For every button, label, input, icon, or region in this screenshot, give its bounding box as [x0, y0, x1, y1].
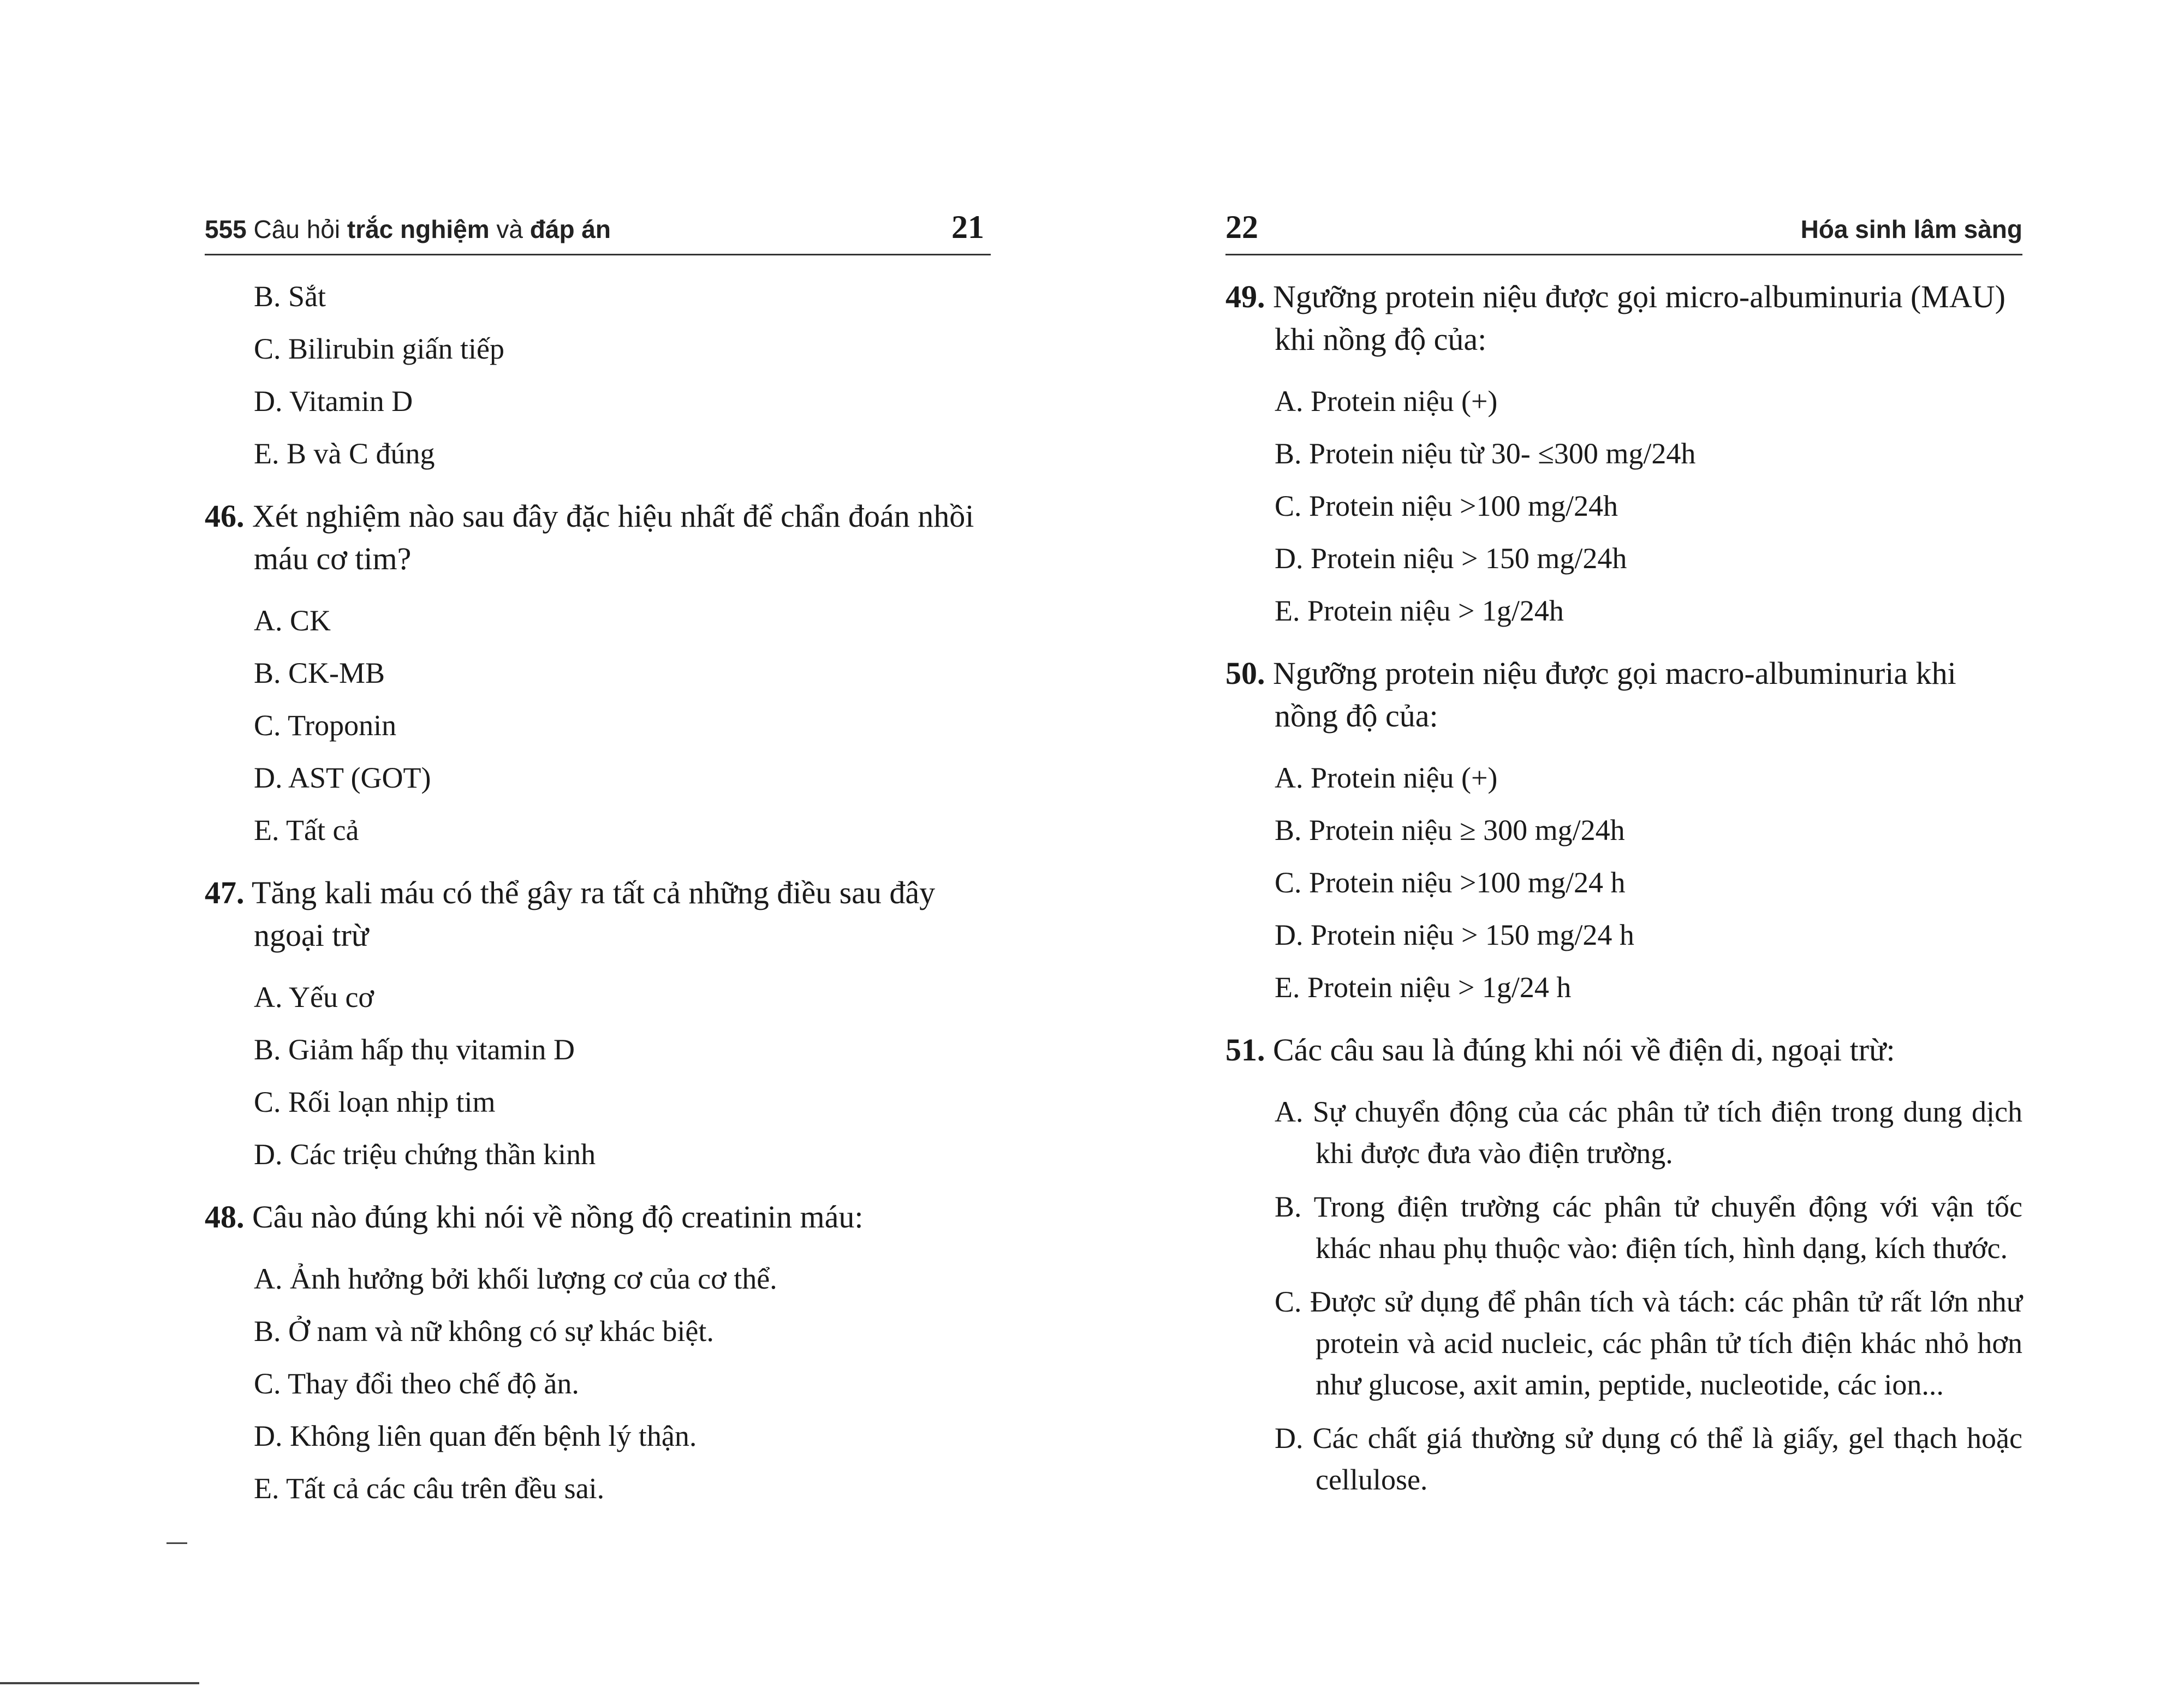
continued-options	[205, 276, 991, 474]
question-50-options	[1225, 757, 2022, 1008]
right-page	[1225, 0, 2022, 1687]
right-page-number: 22	[1225, 209, 1258, 245]
running-text-1: Câu hỏi	[246, 215, 347, 243]
question-46: 46. Xét nghiệm nào sau đây đặc hiệu nhất để chẩn đoán nhồi máu cơ tim?	[205, 498, 974, 576]
running-bold-2: đáp án	[529, 215, 611, 243]
question-48-options	[205, 1258, 991, 1509]
right-page-content	[1225, 276, 2022, 1521]
question-49: 49. Ngưỡng protein niệu được gọi micro-albuminuria (MAU) khi nồng độ của:	[1225, 279, 2006, 357]
option: C. Được sử dụng để phân tích và tách: các phân tử rất lớn như protein và acid nucleic, các phân tử tích điện khác nhỏ hơn như glucose, axit amin, peptide, nucleotide, các ion...	[1275, 1285, 2023, 1401]
option: E. Tất cả các câu trên đều sai.	[254, 1472, 605, 1505]
option: E. B và C đúng	[254, 437, 435, 470]
option: E. Tất cả	[254, 814, 359, 847]
option: C. Protein niệu >100 mg/24 h	[1275, 866, 1626, 899]
question-50: 50. Ngưỡng protein niệu được gọi macro-albuminuria khi nồng độ của:	[1225, 655, 1956, 734]
option: D. Vitamin D	[254, 385, 413, 418]
option: C. Troponin	[254, 709, 397, 742]
option: A. Protein niệu (+)	[1275, 385, 1498, 418]
question-48: 48. Câu nào đúng khi nói về nồng độ creatinin máu:	[205, 1199, 864, 1235]
option: A. Protein niệu (+)	[1275, 761, 1498, 794]
right-page-header	[1225, 199, 2022, 255]
option: E. Protein niệu > 1g/24h	[1275, 594, 1564, 627]
option: B. Protein niệu từ 30- ≤300 mg/24h	[1275, 437, 1696, 470]
question-49-options	[1225, 380, 2022, 631]
option: C. Bilirubin giấn tiếp	[254, 332, 504, 365]
running-number: 555	[205, 215, 247, 243]
option: D. Các triệu chứng thần kinh	[254, 1138, 596, 1171]
scan-mark	[166, 1542, 187, 1544]
option: D. Các chất giá thường sử dụng có thể là giấy, gel thạch hoặc cellulose.	[1275, 1422, 2022, 1496]
option: B. Trong điện trường các phân tử chuyển động với vận tốc khác nhau phụ thuộc vào: điện tích, hình dạng, kích thước.	[1275, 1190, 2022, 1265]
option: B. Sắt	[254, 280, 326, 313]
option: D. Protein niệu > 150 mg/24 h	[1275, 919, 1634, 951]
option: E. Protein niệu > 1g/24 h	[1275, 971, 1572, 1004]
running-text-2: và	[489, 215, 530, 243]
left-page-header	[205, 199, 991, 255]
question-47-options	[205, 976, 991, 1175]
option: D. Không liên quan đến bệnh lý thận.	[254, 1420, 697, 1452]
option: C. Protein niệu >100 mg/24h	[1275, 490, 1618, 522]
option: B. Protein niệu ≥ 300 mg/24h	[1275, 814, 1625, 847]
left-page-number: 21	[951, 209, 984, 245]
question-47: 47. Tăng kali máu có thể gây ra tất cả những điều sau đây ngoại trừ	[205, 875, 936, 953]
right-running-title: Hóa sinh lâm sàng	[1800, 215, 2022, 243]
option: B. Giảm hấp thụ vitamin D	[254, 1033, 575, 1066]
option: D. Protein niệu > 150 mg/24h	[1275, 542, 1627, 575]
option: B. CK-MB	[254, 657, 385, 689]
question-51: 51. Các câu sau là đúng khi nói về điện di, ngoại trừ:	[1225, 1032, 1895, 1068]
question-46-options	[205, 600, 991, 851]
question-51-options	[1225, 1091, 2022, 1500]
option: A. Sự chuyển động của các phân tử tích điện trong dung dịch khi được đưa vào điện trường.	[1275, 1095, 2023, 1170]
scan-mark	[0, 1682, 199, 1684]
option: D. AST (GOT)	[254, 761, 431, 794]
left-page-content	[205, 276, 991, 1530]
left-running-title	[205, 214, 611, 244]
option: A. CK	[254, 604, 331, 637]
running-bold-1: trắc nghiệm	[347, 215, 490, 243]
option: A. Ảnh hưởng bởi khối lượng cơ của cơ thể.	[254, 1262, 777, 1295]
left-page	[205, 0, 991, 1687]
option: A. Yếu cơ	[254, 981, 374, 1014]
option: B. Ở nam và nữ không có sự khác biệt.	[254, 1315, 714, 1348]
option: C. Thay đổi theo chế độ ăn.	[254, 1367, 579, 1400]
option: C. Rối loạn nhịp tim	[254, 1086, 496, 1118]
